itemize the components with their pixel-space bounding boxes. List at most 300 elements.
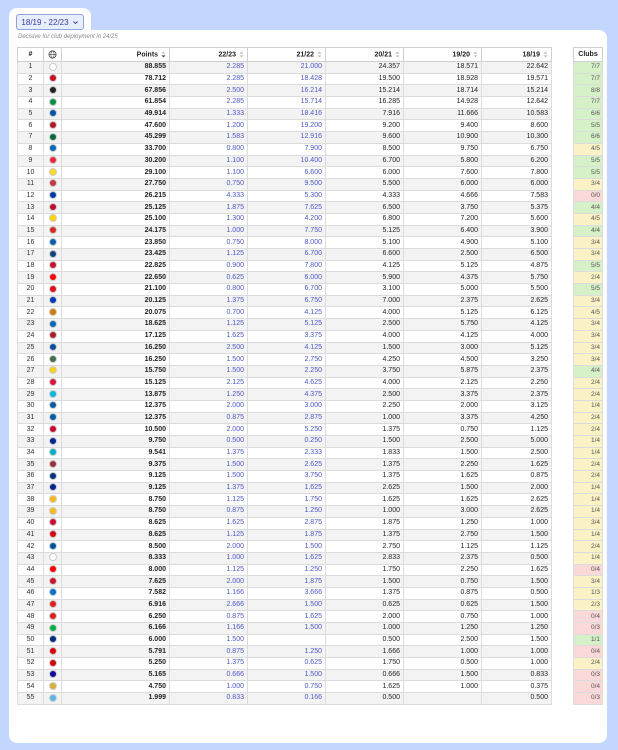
clubs-row <box>574 611 603 623</box>
country-flag-cell <box>44 693 62 705</box>
season-21-22-cell: 7.625 <box>248 202 326 214</box>
country-flag-cell <box>44 319 62 331</box>
cyp-flag-icon <box>49 308 57 316</box>
season-20-21-cell: 1.875 <box>326 517 404 529</box>
country-flag-cell <box>44 365 62 377</box>
clubs-row <box>574 517 603 529</box>
table-row <box>18 506 552 518</box>
points-cell: 22.825 <box>62 260 170 272</box>
points-cell: 6.166 <box>62 623 170 635</box>
table-row <box>18 295 552 307</box>
season-22-23-label: 22/23 <box>218 51 237 59</box>
clubs-remaining-cell: 3/4 <box>574 237 603 249</box>
season-21-22-cell: 2.750 <box>248 354 326 366</box>
table-row <box>18 202 552 214</box>
season-21-22-cell: 3.375 <box>248 330 326 342</box>
country-flag-cell <box>44 599 62 611</box>
season-21-22-cell: 4.625 <box>248 377 326 389</box>
clubs-row <box>574 354 603 366</box>
season-21-22-cell: 1.500 <box>248 599 326 611</box>
clubs-row <box>574 576 603 588</box>
table-row <box>18 307 552 319</box>
slo-flag-icon <box>49 413 57 421</box>
table-row <box>18 143 552 155</box>
eng-flag-icon <box>49 553 57 561</box>
season-21-22-cell: 4.125 <box>248 307 326 319</box>
table-row <box>18 599 552 611</box>
season-20-21-cell: 1.375 <box>326 459 404 471</box>
season-18-19-cell: 2.625 <box>482 295 552 307</box>
mkd-flag-icon <box>49 659 57 667</box>
table-row <box>18 517 552 529</box>
season-22-23-cell: 2.000 <box>170 576 248 588</box>
season-18-19-cell: 0.500 <box>482 693 552 705</box>
season-18-19-cell: 1.000 <box>482 611 552 623</box>
table-header-row <box>18 48 552 62</box>
clubs-remaining-cell: 3/4 <box>574 249 603 261</box>
ned-flag-icon <box>49 121 57 129</box>
sort-icon[interactable] <box>317 51 322 58</box>
points-cell: 67.856 <box>62 85 170 97</box>
season-21-22-cell: 7.800 <box>248 260 326 272</box>
points-cell: 1.999 <box>62 693 170 705</box>
season-19-20-cell: 2.500 <box>404 249 482 261</box>
season-22-23-cell: 1.375 <box>170 482 248 494</box>
table-row <box>18 541 552 553</box>
rus-flag-icon <box>49 191 57 199</box>
season-22-23-cell: 0.700 <box>170 307 248 319</box>
country-flag-cell <box>44 120 62 132</box>
rank-cell: 12 <box>18 190 44 202</box>
smr-flag-icon <box>49 694 57 702</box>
season-18-19-cell: 19.571 <box>482 73 552 85</box>
clubs-row <box>574 471 603 483</box>
season-22-23-cell: 1.375 <box>170 447 248 459</box>
season-18-19-cell: 5.000 <box>482 436 552 448</box>
clubs-remaining-cell: 4/4 <box>574 365 603 377</box>
mlt-flag-icon <box>49 577 57 585</box>
country-flag-cell <box>44 354 62 366</box>
table-row <box>18 377 552 389</box>
season-19-20-cell: 1.250 <box>404 517 482 529</box>
season-19-20-cell: 6.400 <box>404 225 482 237</box>
season-22-23-cell: 1.125 <box>170 529 248 541</box>
clubs-row <box>574 506 603 518</box>
rank-cell: 10 <box>18 167 44 179</box>
clubs-table <box>573 47 603 705</box>
season-20-21-cell: 1.666 <box>326 646 404 658</box>
country-flag-cell <box>44 681 62 693</box>
season-19-20-cell: 4.125 <box>404 330 482 342</box>
season-20-21-cell: 15.214 <box>326 85 404 97</box>
tur-flag-icon <box>49 285 57 293</box>
season-20-21-cell: 0.500 <box>326 693 404 705</box>
clubs-remaining-cell: 4/5 <box>574 213 603 225</box>
points-cell: 47.600 <box>62 120 170 132</box>
season-19-20-cell: 3.375 <box>404 389 482 401</box>
season-18-19-cell: 7.583 <box>482 190 552 202</box>
season-21-22-cell: 1.625 <box>248 611 326 623</box>
season-19-20-cell: 2.000 <box>404 400 482 412</box>
season-22-23-cell: 0.800 <box>170 284 248 296</box>
season-21-22-cell: 21.000 <box>248 62 326 74</box>
points-cell: 7.582 <box>62 587 170 599</box>
chevron-down-icon <box>72 19 79 26</box>
season-range-dropdown[interactable] <box>16 14 84 30</box>
points-cell: 61.854 <box>62 97 170 109</box>
season-20-21-cell: 19.500 <box>326 73 404 85</box>
clubs-row <box>574 482 603 494</box>
season-19-20-header[interactable] <box>404 48 482 62</box>
and-flag-icon <box>49 670 57 678</box>
points-cell: 25.125 <box>62 202 170 214</box>
season-20-21-cell: 1.833 <box>326 447 404 459</box>
points-cell: 27.750 <box>62 178 170 190</box>
season-22-23-cell: 1.166 <box>170 587 248 599</box>
mda-flag-icon <box>49 425 57 433</box>
season-22-23-cell: 1.000 <box>170 552 248 564</box>
clubs-row <box>574 681 603 693</box>
rank-cell: 21 <box>18 295 44 307</box>
points-cell: 6.000 <box>62 634 170 646</box>
clubs-remaining-cell: 4/5 <box>574 143 603 155</box>
season-21-22-cell: 1.500 <box>248 623 326 635</box>
season-22-23-header[interactable] <box>170 48 248 62</box>
season-20-21-cell: 4.000 <box>326 377 404 389</box>
sort-icon[interactable] <box>239 51 244 58</box>
season-22-23-cell: 0.875 <box>170 646 248 658</box>
rank-cell: 40 <box>18 517 44 529</box>
season-20-21-cell: 6.700 <box>326 155 404 167</box>
season-18-19-cell: 3.250 <box>482 354 552 366</box>
hun-flag-icon <box>49 355 57 363</box>
country-flag-cell <box>44 213 62 225</box>
rank-cell: 36 <box>18 471 44 483</box>
season-21-22-cell: 1.250 <box>248 506 326 518</box>
est-flag-icon <box>49 588 57 596</box>
country-flag-cell <box>44 190 62 202</box>
season-19-20-cell: 5.750 <box>404 319 482 331</box>
rank-cell: 33 <box>18 436 44 448</box>
bel-flag-icon <box>49 168 57 176</box>
clubs-row <box>574 225 603 237</box>
season-20-21-cell: 0.625 <box>326 599 404 611</box>
sort-icon[interactable] <box>473 51 478 58</box>
season-19-20-cell: 3.375 <box>404 412 482 424</box>
points-cell: 8.625 <box>62 517 170 529</box>
season-20-21-cell: 1.375 <box>326 529 404 541</box>
points-header[interactable] <box>62 48 170 62</box>
table-row <box>18 249 552 261</box>
rank-cell: 43 <box>18 552 44 564</box>
season-20-21-cell: 1.625 <box>326 494 404 506</box>
season-18-19-cell: 1.500 <box>482 576 552 588</box>
rank-cell: 31 <box>18 412 44 424</box>
clubs-row <box>574 260 603 272</box>
clubs-remaining-cell: 1/4 <box>574 400 603 412</box>
rank-cell: 53 <box>18 669 44 681</box>
season-22-23-cell: 1.100 <box>170 167 248 179</box>
clubs-row <box>574 73 603 85</box>
season-21-22-cell: 5.300 <box>248 190 326 202</box>
season-21-22-cell: 2.875 <box>248 517 326 529</box>
season-20-21-cell: 4.000 <box>326 307 404 319</box>
points-cell: 21.100 <box>62 284 170 296</box>
clubs-remaining-cell: 5/5 <box>574 167 603 179</box>
country-flag-cell <box>44 167 62 179</box>
table-row <box>18 213 552 225</box>
rank-cell: 41 <box>18 529 44 541</box>
table-row <box>18 412 552 424</box>
season-19-20-cell: 1.500 <box>404 669 482 681</box>
season-22-23-cell: 1.375 <box>170 295 248 307</box>
clubs-remaining-cell: 2/4 <box>574 389 603 401</box>
season-20-21-cell: 2.625 <box>326 482 404 494</box>
season-20-21-header[interactable] <box>326 48 404 62</box>
clubs-remaining-cell: 0/4 <box>574 611 603 623</box>
clubs-remaining-cell: 2/3 <box>574 599 603 611</box>
points-cell: 8.625 <box>62 529 170 541</box>
season-19-20-cell: 9.750 <box>404 143 482 155</box>
country-flag-cell <box>44 249 62 261</box>
rank-cell: 42 <box>18 541 44 553</box>
ltu-flag-icon <box>49 495 57 503</box>
sui-flag-icon <box>49 226 57 234</box>
season-18-19-cell: 5.375 <box>482 202 552 214</box>
rank-cell: 7 <box>18 132 44 144</box>
sort-desc-icon[interactable] <box>161 51 166 58</box>
rank-cell: 27 <box>18 365 44 377</box>
season-20-21-cell: 1.375 <box>326 587 404 599</box>
season-22-23-cell: 1.333 <box>170 108 248 120</box>
clubs-row <box>574 132 603 144</box>
rank-cell: 25 <box>18 342 44 354</box>
season-22-23-cell: 1.500 <box>170 365 248 377</box>
rank-cell: 6 <box>18 120 44 132</box>
clubs-remaining-cell: 7/7 <box>574 62 603 74</box>
clubs-remaining-cell: 2/4 <box>574 377 603 389</box>
clubs-remaining-cell: 1/4 <box>574 436 603 448</box>
season-21-22-cell: 4.200 <box>248 213 326 225</box>
season-21-22-cell: 1.500 <box>248 541 326 553</box>
clubs-remaining-cell: 2/4 <box>574 471 603 483</box>
season-22-23-cell: 1.875 <box>170 202 248 214</box>
season-18-19-cell: 2.375 <box>482 365 552 377</box>
clubs-row <box>574 330 603 342</box>
season-20-21-cell: 6.800 <box>326 213 404 225</box>
points-cell: 20.125 <box>62 295 170 307</box>
ger-flag-icon <box>49 86 57 94</box>
rank-cell: 8 <box>18 143 44 155</box>
season-21-22-cell: 8.000 <box>248 237 326 249</box>
country-flag-cell <box>44 108 62 120</box>
season-18-19-cell: 4.875 <box>482 260 552 272</box>
season-21-22-cell: 18.416 <box>248 108 326 120</box>
season-19-20-cell: 1.250 <box>404 623 482 635</box>
season-18-19-cell: 1.000 <box>482 646 552 658</box>
season-20-21-cell: 6.600 <box>326 249 404 261</box>
season-18-19-cell: 1.125 <box>482 541 552 553</box>
country-flag-cell <box>44 634 62 646</box>
season-19-20-cell: 4.375 <box>404 272 482 284</box>
season-22-23-cell: 1.200 <box>170 120 248 132</box>
eng-flag-icon <box>49 63 57 71</box>
season-18-19-cell: 3.900 <box>482 225 552 237</box>
kaz-flag-icon <box>49 448 57 456</box>
season-22-23-cell: 1.125 <box>170 319 248 331</box>
season-19-20-cell: 1.625 <box>404 494 482 506</box>
clubs-row <box>574 155 603 167</box>
clubs-row <box>574 634 603 646</box>
country-flag-cell <box>44 155 62 167</box>
season-20-21-cell: 9.200 <box>326 120 404 132</box>
season-19-20-cell: 11.666 <box>404 108 482 120</box>
slo-flag-icon <box>49 401 57 409</box>
lva-flag-icon <box>49 460 57 468</box>
clubs-row <box>574 213 603 225</box>
season-19-20-cell: 2.500 <box>404 436 482 448</box>
points-cell: 23.425 <box>62 249 170 261</box>
season-21-22-cell: 6.000 <box>248 272 326 284</box>
season-18-19-cell: 3.125 <box>482 400 552 412</box>
table-row <box>18 552 552 564</box>
country-header <box>44 48 62 62</box>
season-20-21-cell: 2.000 <box>326 611 404 623</box>
season-22-23-cell: 2.500 <box>170 342 248 354</box>
clubs-remaining-cell: 0/4 <box>574 681 603 693</box>
country-flag-cell <box>44 143 62 155</box>
season-19-20-cell: 10.900 <box>404 132 482 144</box>
season-20-21-cell: 1.500 <box>326 436 404 448</box>
season-20-21-cell: 4.333 <box>326 190 404 202</box>
season-19-20-cell: 5.000 <box>404 284 482 296</box>
clubs-row <box>574 693 603 705</box>
season-18-19-header[interactable] <box>482 48 552 62</box>
points-cell: 8.000 <box>62 564 170 576</box>
season-21-22-cell: 2.875 <box>248 412 326 424</box>
season-20-21-cell: 2.833 <box>326 552 404 564</box>
season-21-22-cell: 6.750 <box>248 295 326 307</box>
season-22-23-cell: 0.750 <box>170 237 248 249</box>
rank-cell: 35 <box>18 459 44 471</box>
season-21-22-cell: 12.916 <box>248 132 326 144</box>
season-21-22-cell: 1.250 <box>248 564 326 576</box>
clubs-row <box>574 587 603 599</box>
table-row <box>18 494 552 506</box>
season-20-21-cell: 16.285 <box>326 97 404 109</box>
season-20-21-cell: 1.375 <box>326 471 404 483</box>
sort-icon[interactable] <box>543 51 548 58</box>
clubs-row <box>574 541 603 553</box>
table-row <box>18 155 552 167</box>
season-19-20-cell: 5.125 <box>404 260 482 272</box>
season-20-21-cell: 6.500 <box>326 202 404 214</box>
points-cell: 9.750 <box>62 436 170 448</box>
gib-flag-icon <box>49 647 57 655</box>
table-row <box>18 365 552 377</box>
rank-cell: 9 <box>18 155 44 167</box>
season-22-23-cell: 1.125 <box>170 494 248 506</box>
rank-cell: 11 <box>18 178 44 190</box>
clubs-row <box>574 564 603 576</box>
country-flag-cell <box>44 225 62 237</box>
season-19-20-cell: 3.000 <box>404 506 482 518</box>
rank-cell: 45 <box>18 576 44 588</box>
clubs-remaining-cell: 5/5 <box>574 120 603 132</box>
season-22-23-cell: 2.285 <box>170 73 248 85</box>
alb-flag-icon <box>49 600 57 608</box>
country-flag-cell <box>44 482 62 494</box>
points-cell: 6.916 <box>62 599 170 611</box>
clubs-row <box>574 447 603 459</box>
clubs-remaining-cell: 2/4 <box>574 658 603 670</box>
points-cell: 12.375 <box>62 412 170 424</box>
season-22-23-cell: 0.900 <box>170 260 248 272</box>
table-row <box>18 330 552 342</box>
season-19-20-cell: 2.250 <box>404 564 482 576</box>
season-19-20-cell: 1.000 <box>404 681 482 693</box>
clubs-row <box>574 85 603 97</box>
season-18-19-cell: 5.600 <box>482 213 552 225</box>
table-row <box>18 85 552 97</box>
season-20-21-cell: 1.500 <box>326 342 404 354</box>
season-20-21-cell: 0.666 <box>326 669 404 681</box>
sort-icon[interactable] <box>395 51 400 58</box>
country-flag-cell <box>44 529 62 541</box>
season-18-19-cell: 5.100 <box>482 237 552 249</box>
season-22-23-cell: 1.000 <box>170 225 248 237</box>
season-19-20-label: 19/20 <box>452 51 471 59</box>
country-flag-cell <box>44 62 62 74</box>
rank-cell: 50 <box>18 634 44 646</box>
clubs-remaining-cell: 1/4 <box>574 482 603 494</box>
country-flag-cell <box>44 342 62 354</box>
table-row <box>18 167 552 179</box>
alb-flag-icon <box>49 612 57 620</box>
fra-flag-icon <box>49 109 57 117</box>
clubs-remaining-cell: 6/6 <box>574 132 603 144</box>
country-flag-cell <box>44 564 62 576</box>
season-19-20-cell: 1.125 <box>404 541 482 553</box>
isr-flag-icon <box>49 296 57 304</box>
season-21-22-label: 21/22 <box>296 51 315 59</box>
season-19-20-cell: 18.571 <box>404 62 482 74</box>
season-22-23-cell: 2.000 <box>170 541 248 553</box>
clubs-remaining-cell: 0/4 <box>574 564 603 576</box>
rank-cell: 34 <box>18 447 44 459</box>
season-20-21-cell: 1.000 <box>326 412 404 424</box>
season-21-22-cell: 10.400 <box>248 155 326 167</box>
season-19-20-cell <box>404 693 482 705</box>
season-20-21-cell: 1.500 <box>326 576 404 588</box>
rank-cell: 2 <box>18 73 44 85</box>
country-flag-cell <box>44 424 62 436</box>
table-row <box>18 319 552 331</box>
season-22-23-cell: 1.250 <box>170 389 248 401</box>
clubs-remaining-cell: 0/3 <box>574 669 603 681</box>
clubs-row <box>574 108 603 120</box>
season-20-21-cell: 5.100 <box>326 237 404 249</box>
clubs-remaining-cell: 8/8 <box>574 85 603 97</box>
season-18-19-cell: 8.600 <box>482 120 552 132</box>
season-20-21-cell: 9.600 <box>326 132 404 144</box>
points-cell: 26.215 <box>62 190 170 202</box>
season-20-21-cell: 2.750 <box>326 541 404 553</box>
season-22-23-cell: 1.166 <box>170 623 248 635</box>
table-row <box>18 132 552 144</box>
season-18-19-cell: 22.642 <box>482 62 552 74</box>
season-21-22-header[interactable] <box>248 48 326 62</box>
